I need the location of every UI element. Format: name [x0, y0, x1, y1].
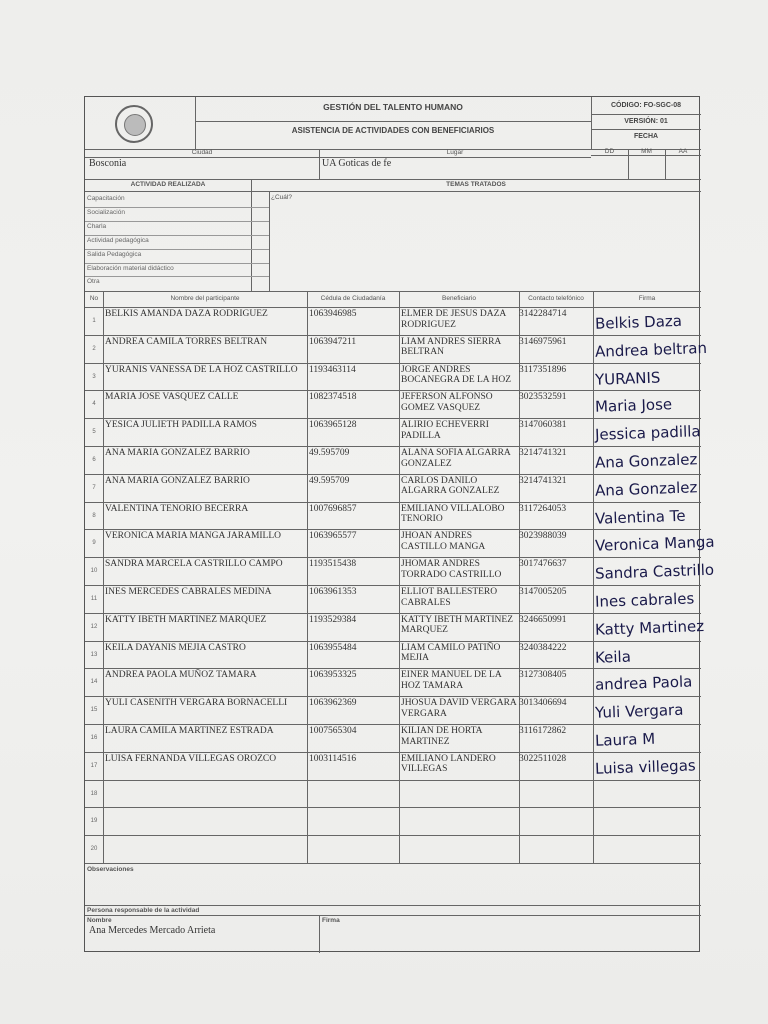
responsible-name-label: Nombre: [87, 917, 112, 924]
phone-number: 3214741321: [519, 475, 567, 486]
phone-number: [519, 837, 593, 862]
participant-id: 49.595709: [309, 475, 350, 486]
row-number: 18: [90, 790, 98, 797]
place-value: UA Goticas de fe: [322, 158, 392, 169]
activity-option: Otra: [87, 278, 100, 286]
table-row: [85, 752, 701, 753]
handwritten-signature: Veronica Manga: [594, 533, 715, 556]
participant-name: YULI CASENITH VERGARA BORNACELLI: [105, 698, 288, 709]
row-number: 11: [90, 596, 98, 602]
beneficiary-name: ALANA SOFIA ALGARRA GONZALEZ: [401, 448, 511, 469]
phone-number: 3013406694: [519, 698, 567, 709]
row-number: 15: [90, 707, 98, 714]
participant-id: 1007565304: [309, 726, 357, 736]
participant-id: [309, 809, 397, 834]
participant-name: VERONICA MARIA MANGA JARAMILLO: [105, 531, 282, 542]
col-beneficiary: Beneficiario: [442, 295, 476, 302]
participant-name: SANDRA MARCELA CASTRILLO CAMPO: [105, 559, 283, 570]
month-label: MM: [641, 148, 652, 155]
participant-id: 1007696857: [309, 503, 357, 514]
beneficiary-name: ELLIOT BALLESTERO CABRALES: [401, 587, 498, 608]
city-label: Ciudad: [191, 149, 213, 156]
form-title: GESTIÓN DEL TALENTO HUMANO: [323, 102, 463, 112]
participant-id: 1193515438: [309, 559, 357, 570]
participant-id: 1063955484: [309, 642, 357, 653]
participant-id: 1193463114: [309, 364, 356, 375]
form-subtitle: ASISTENCIA DE ACTIVIDADES CON BENEFICIARIOS: [291, 126, 495, 135]
organization-seal-icon: [115, 105, 153, 143]
participant-name: ANA MARIA GONZALEZ BARRIO: [105, 448, 250, 458]
table-row: [85, 641, 701, 642]
participant-name: ANDREA CAMILA TORRES BELTRAN: [105, 336, 268, 347]
phone-number: [519, 809, 593, 834]
beneficiary-name: JORGE ANDRES BOCANEGRA DE LA HOZ: [401, 364, 512, 386]
activity-option: Salida Pedagógica: [87, 250, 142, 258]
responsible-name: Ana Mercedes Mercado Arrieta: [89, 925, 216, 936]
beneficiary-name: ELMER DE JESUS DAZA RODRIGUEZ: [401, 309, 506, 330]
row-number: 1: [92, 318, 96, 324]
beneficiary-name: KATTY IBETH MARTINEZ MARQUEZ: [401, 614, 514, 636]
beneficiary-name: EINER MANUEL DE LA HOZ TAMARA: [401, 670, 502, 691]
beneficiary-name: [401, 782, 519, 807]
col-id-number: Cédula de Ciudadanía: [320, 295, 386, 302]
table-row: [85, 557, 701, 558]
row-number: 9: [92, 540, 96, 547]
participant-id: 49.595709: [309, 448, 350, 458]
row-number: 14: [90, 679, 98, 686]
form-code: CÓDIGO: FO-SGC-08: [610, 102, 681, 109]
responsible-signature-label: Firma: [322, 917, 340, 924]
participant-id: 1063962369: [309, 698, 357, 709]
observations-label: Observaciones: [87, 866, 134, 873]
handwritten-signature: Luisa villegas: [594, 756, 696, 778]
table-row: [85, 807, 701, 808]
activity-option: Charla: [87, 222, 107, 230]
participant-name: ANDREA PAOLA MUÑOZ TAMARA: [105, 670, 257, 681]
handwritten-signature: Jessica padilla: [594, 422, 701, 444]
table-row: [85, 474, 701, 475]
participant-id: 1063965128: [309, 420, 357, 431]
phone-number: 3147060381: [519, 420, 567, 431]
handwritten-signature: Katty Martinez: [594, 616, 705, 639]
beneficiary-name: [401, 837, 519, 862]
activity-label: ACTIVIDAD REALIZADA: [130, 181, 206, 188]
participant-name: YURANIS VANESSA DE LA HOZ CASTRILLO: [105, 364, 298, 375]
beneficiary-name: JHOSUA DAVID VERGARA VERGARA: [401, 698, 517, 719]
beneficiary-name: [401, 809, 519, 834]
beneficiary-name: EMILIANO LANDERO VILLEGAS: [401, 753, 496, 775]
handwritten-signature: andrea Paola: [594, 672, 693, 695]
row-number: 3: [92, 373, 96, 380]
phone-number: 3022511028: [519, 753, 567, 764]
row-number: 17: [90, 762, 98, 769]
participant-name: [105, 782, 305, 807]
participant-name: [105, 837, 305, 862]
handwritten-signature: Laura M: [594, 729, 656, 750]
phone-number: 3116172862: [519, 726, 567, 736]
table-row: [85, 613, 701, 614]
participant-name: LUISA FERNANDA VILLEGAS OROZCO: [105, 753, 277, 764]
beneficiary-name: JHOAN ANDRES CASTILLO MANGA: [401, 531, 486, 552]
table-row: [85, 780, 701, 781]
participant-name: VALENTINA TENORIO BECERRA: [105, 503, 249, 514]
participant-id: 1063961353: [309, 587, 357, 597]
participant-name: BELKIS AMANDA DAZA RODRIGUEZ: [105, 309, 268, 319]
row-number: 19: [90, 818, 98, 825]
phone-number: 3117351896: [519, 364, 567, 375]
phone-number: 3214741321: [519, 448, 567, 458]
phone-number: 3147005205: [519, 587, 567, 597]
phone-number: 3117264053: [519, 503, 567, 514]
activity-option: Elaboración material didáctico: [87, 264, 174, 272]
date-label: FECHA: [633, 133, 659, 140]
row-number: 4: [92, 401, 96, 408]
participant-id: 1003114516: [309, 753, 357, 764]
row-number: 10: [90, 568, 98, 575]
participant-name: LAURA CAMILA MARTINEZ ESTRADA: [105, 726, 274, 736]
beneficiary-name: JHOMAR ANDRES TORRADO CASTRILLO: [401, 559, 502, 580]
participant-id: 1063965577: [309, 531, 357, 542]
beneficiary-name: KILIAN DE HORTA MARTINEZ: [401, 726, 482, 747]
day-label: DD: [604, 148, 615, 155]
beneficiary-name: CARLOS DANILO ALGARRA GONZALEZ: [401, 475, 500, 497]
beneficiary-name: LIAM ANDRES SIERRA BELTRAN: [401, 336, 501, 358]
participant-name: [105, 809, 305, 834]
city-value: Bosconia: [89, 158, 127, 169]
participant-name: KEILA DAYANIS MEJIA CASTRO: [105, 642, 246, 653]
handwritten-signature: YURANIS: [594, 368, 661, 389]
handwritten-signature: Andrea beltran: [594, 338, 708, 361]
handwritten-signature: Ana Gonzalez: [594, 450, 698, 472]
table-row: [85, 724, 701, 725]
phone-number: 3023532591: [519, 392, 567, 403]
participant-name: INES MERCEDES CABRALES MEDINA: [105, 587, 272, 597]
table-row: [85, 585, 701, 586]
beneficiary-name: LIAM CAMILO PATIÑO MEJIA: [401, 642, 501, 664]
col-signature: Firma: [638, 295, 656, 302]
handwritten-signature: Maria Jose: [594, 395, 673, 417]
handwritten-signature: [595, 812, 699, 816]
col-no: No: [89, 295, 99, 302]
which-label: ¿Cuál?: [271, 194, 292, 201]
phone-number: 3240384222: [519, 642, 567, 653]
year-label: AA: [678, 148, 688, 155]
row-number: 8: [92, 512, 96, 519]
responsible-label: Persona responsable de la actividad: [87, 907, 200, 914]
phone-number: 3023988039: [519, 531, 567, 542]
beneficiary-name: JEFERSON ALFONSO GOMEZ VASQUEZ: [401, 392, 493, 413]
row-number: 2: [92, 345, 96, 352]
phone-number: 3127308405: [519, 670, 567, 681]
participant-name: ANA MARIA GONZALEZ BARRIO: [105, 475, 250, 486]
table-row: [85, 363, 701, 364]
row-number: 5: [92, 429, 96, 436]
participant-id: 1082374518: [309, 392, 357, 403]
participant-name: KATTY IBETH MARTINEZ MARQUEZ: [105, 614, 267, 625]
place-label: Lugar: [446, 149, 464, 156]
phone-number: [519, 782, 593, 807]
beneficiary-name: EMILIANO VILLALOBO TENORIO: [401, 503, 505, 525]
row-number: 6: [92, 457, 96, 463]
participant-id: 1063947211: [309, 336, 357, 347]
participant-id: 1193529384: [309, 614, 357, 625]
handwritten-signature: Belkis Daza: [594, 311, 683, 333]
row-number: 12: [90, 623, 98, 630]
activity-option: Capacitación: [87, 195, 125, 202]
participant-id: 1063946985: [309, 309, 357, 319]
handwritten-signature: [595, 839, 699, 843]
row-number: 7: [92, 484, 96, 491]
activity-option: Socialización: [87, 208, 125, 216]
attendance-form: [84, 96, 715, 952]
col-phone: Contacto telefónico: [528, 295, 584, 302]
form-version: VERSIÓN: 01: [624, 118, 668, 125]
table-row: [85, 502, 701, 503]
handwritten-signature: Yuli Vergara: [594, 700, 684, 722]
row-number: 13: [90, 651, 98, 658]
participant-id: 1063953325: [309, 670, 357, 681]
table-row: [85, 835, 701, 836]
phone-number: 3246650991: [519, 614, 567, 625]
phone-number: 3017476637: [519, 559, 567, 570]
table-row: [85, 390, 701, 391]
handwritten-signature: Ines cabrales: [594, 589, 695, 611]
handwritten-signature: [595, 784, 699, 788]
beneficiary-name: ALIRIO ECHEVERRI PADILLA: [401, 420, 489, 441]
handwritten-signature: Ana Gonzalez: [594, 478, 698, 500]
participant-name: MARIA JOSE VASQUEZ CALLE: [105, 392, 239, 403]
phone-number: 3142284714: [519, 309, 567, 319]
participant-name: YESICA JULIETH PADILLA RAMOS: [105, 420, 257, 431]
handwritten-signature: Sandra Castrillo: [594, 560, 715, 583]
handwritten-signature: Valentina Te: [594, 506, 686, 528]
row-number: 20: [90, 846, 98, 853]
activity-option: Actividad pedagógica: [87, 236, 149, 244]
phone-number: 3146975961: [519, 336, 567, 347]
participant-id: [309, 782, 397, 807]
table-row: [85, 446, 701, 447]
participant-id: [309, 837, 397, 862]
row-number: 16: [90, 735, 98, 741]
table-row: [85, 418, 701, 419]
handwritten-signature: Keila: [594, 647, 632, 667]
topics-label: TEMAS TRATADOS: [446, 181, 506, 188]
table-row: [85, 335, 701, 336]
table-row: [85, 529, 701, 530]
col-participant-name: Nombre del participante: [170, 295, 240, 302]
table-row: [85, 696, 701, 697]
